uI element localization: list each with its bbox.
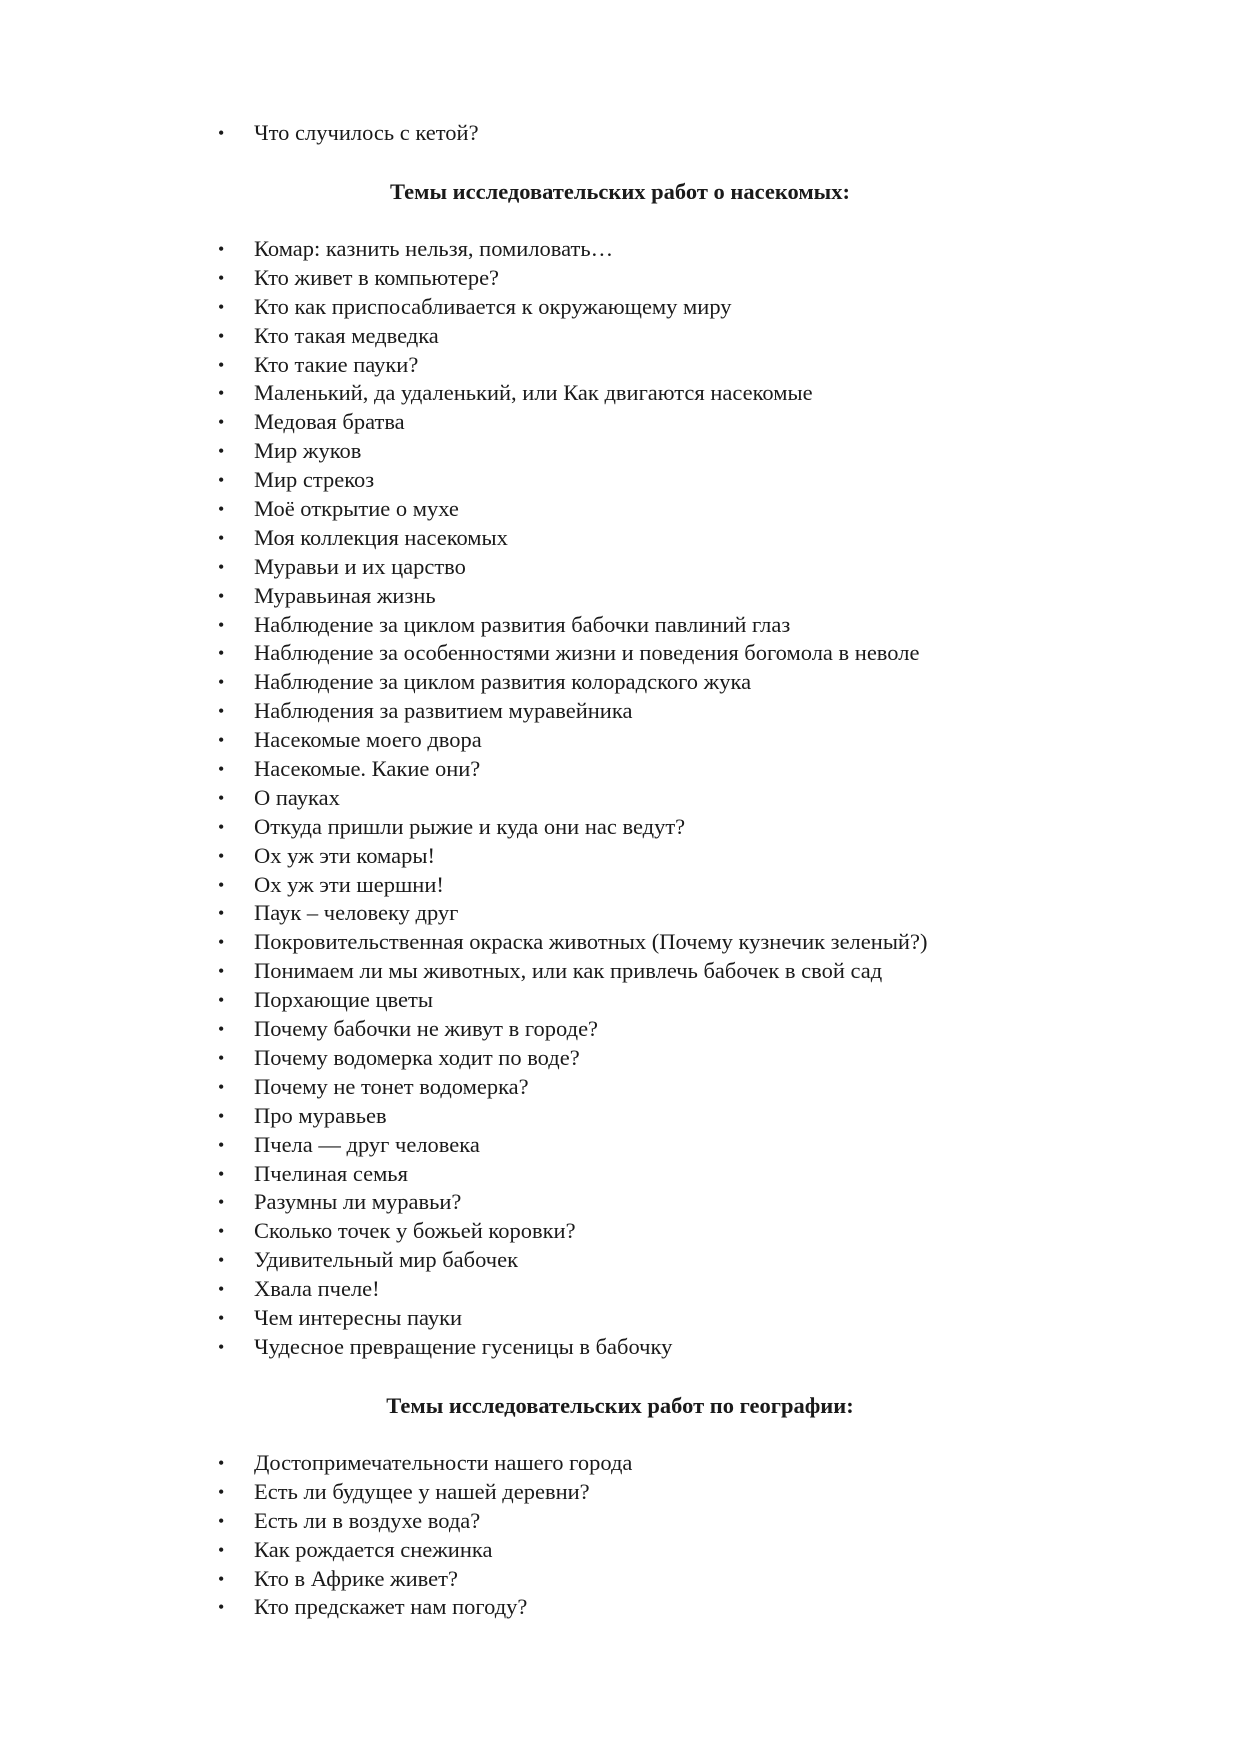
bullet-icon: •: [218, 527, 225, 548]
topic-text: Понимаем ли мы животных, или как привлечь бабочек в свой сад: [254, 958, 883, 984]
list-item: [0, 524, 1240, 553]
bullet-icon: •: [218, 874, 225, 895]
list-item: [0, 553, 1240, 582]
list-item: [0, 1044, 1240, 1073]
list-item: [0, 611, 1240, 640]
topic-text: Маленький, да удаленький, или Как двигаются насекомые: [254, 380, 813, 406]
list-item: [0, 668, 1240, 697]
bullet-icon: •: [218, 1453, 225, 1473]
list-item: [0, 1593, 1240, 1622]
bullet-icon: •: [218, 1250, 225, 1271]
topic-text: Пчела — друг человека: [254, 1131, 480, 1157]
bullet-icon: •: [218, 1510, 225, 1531]
list-item: [0, 871, 1240, 900]
bullet-icon: •: [218, 672, 225, 693]
bullet-icon: •: [218, 296, 225, 317]
topic-text: Достопримечательности нашего города: [254, 1450, 633, 1475]
topic-text: Откуда пришли рыжие и куда они нас ведут?: [254, 813, 686, 839]
list-item: [0, 755, 1240, 784]
topic-text: О пауках: [254, 784, 340, 810]
topic-text: Паук – человеку друг: [254, 900, 459, 926]
bullet-icon: •: [218, 1192, 225, 1213]
topic-text: Есть ли будущее у нашей деревни?: [254, 1478, 590, 1504]
bullet-icon: •: [218, 585, 225, 606]
list-item: [0, 726, 1240, 755]
topic-text: Мир стрекоз: [254, 467, 375, 493]
bullet-icon: •: [218, 643, 225, 664]
topic-text: Насекомые моего двора: [254, 727, 482, 753]
topic-text: Кто в Африке живет?: [254, 1565, 458, 1591]
bullet-icon: •: [218, 412, 225, 433]
list-item: [0, 813, 1240, 842]
list-item: [0, 1188, 1240, 1217]
list-item: [0, 293, 1240, 322]
list-item: [0, 322, 1240, 351]
bullet-icon: •: [218, 499, 225, 520]
topic-text: Муравьи и их царство: [254, 553, 466, 579]
bullet-icon: •: [218, 1047, 225, 1068]
bullet-icon: •: [218, 1481, 225, 1502]
bullet-icon: •: [218, 1279, 225, 1300]
topic-text: Моя коллекция насекомых: [254, 524, 508, 550]
topic-text: Кто как приспосабливается к окружающему миру: [254, 293, 732, 319]
topic-text: Разумны ли муравьи?: [254, 1189, 462, 1215]
list-item: [0, 697, 1240, 726]
topic-text: Кто живет в компьютере?: [254, 264, 500, 290]
topic-text: Сколько точек у божьей коровки?: [254, 1218, 576, 1244]
bullet-icon: •: [218, 1336, 225, 1357]
list-item: [0, 408, 1240, 437]
topic-text: Почему водомерка ходит по воде?: [254, 1044, 580, 1070]
list-item: [0, 639, 1240, 668]
list-item: [0, 1217, 1240, 1246]
topic-text: Почему не тонет водомерка?: [254, 1073, 529, 1099]
list-item: [0, 986, 1240, 1015]
topic-text: Комар: казнить нельзя, помиловать…: [254, 236, 614, 261]
topic-text: Муравьиная жизнь: [254, 582, 436, 608]
list-item: [0, 1015, 1240, 1044]
list-item: [0, 1073, 1240, 1102]
list-item: [0, 1102, 1240, 1131]
insects-topic-list: [0, 235, 1240, 1362]
list-item: [0, 1565, 1240, 1594]
bullet-icon: •: [218, 990, 225, 1011]
topic-text: Моё открытие о мухе: [254, 496, 459, 522]
bullet-icon: •: [218, 325, 225, 346]
bullet-icon: •: [218, 441, 225, 462]
bullet-icon: •: [218, 759, 225, 780]
bullet-icon: •: [218, 1597, 225, 1618]
bullet-icon: •: [218, 1134, 225, 1155]
topic-text: Хвала пчеле!: [254, 1276, 380, 1302]
bullet-icon: •: [218, 614, 225, 635]
topic-text: Как рождается снежинка: [254, 1536, 493, 1562]
bullet-icon: •: [218, 1105, 225, 1126]
list-item: [0, 1160, 1240, 1189]
list-item: [0, 379, 1240, 408]
bullet-icon: •: [218, 354, 225, 375]
list-item: [0, 1246, 1240, 1275]
bullet-icon: •: [218, 845, 225, 866]
bullet-icon: •: [218, 1539, 225, 1560]
list-item: [0, 1449, 1240, 1478]
list-item: [0, 1333, 1240, 1362]
list-item: [0, 1275, 1240, 1304]
list-item: [0, 899, 1240, 928]
intro-topic-list: [0, 119, 1240, 148]
geography-topic-list: [0, 1449, 1240, 1622]
topic-text: Медовая братва: [254, 409, 405, 435]
list-item: [0, 437, 1240, 466]
insects-section-heading: Темы исследовательских работ о насекомых:: [390, 179, 850, 204]
topic-text: Ох уж эти шершни!: [254, 871, 444, 897]
bullet-icon: •: [218, 932, 225, 953]
bullet-icon: •: [218, 1076, 225, 1097]
bullet-icon: •: [218, 1221, 225, 1242]
list-item: [0, 235, 1240, 264]
bullet-icon: •: [218, 1568, 225, 1589]
list-item: [0, 1131, 1240, 1160]
bullet-icon: •: [218, 556, 225, 577]
topic-text: Пчелиная семья: [254, 1160, 408, 1186]
list-item: [0, 1507, 1240, 1536]
bullet-icon: •: [218, 267, 225, 288]
bullet-icon: •: [218, 730, 225, 751]
bullet-icon: •: [218, 1307, 225, 1328]
bullet-icon: •: [218, 383, 225, 404]
topic-text: Есть ли в воздухе вода?: [254, 1507, 481, 1533]
bullet-icon: •: [218, 961, 225, 982]
topic-text: Чем интересны пауки: [254, 1304, 463, 1330]
list-item: [0, 466, 1240, 495]
topic-text: Кто такая медведка: [254, 322, 439, 348]
list-item: [0, 351, 1240, 380]
bullet-icon: •: [218, 470, 225, 491]
topic-text: Чудесное превращение гусеницы в бабочку: [254, 1333, 673, 1359]
topic-text: Порхающие цветы: [254, 987, 433, 1013]
topic-text: Почему бабочки не живут в городе?: [254, 1016, 599, 1042]
topic-text: Кто такие пауки?: [254, 351, 419, 377]
bullet-icon: •: [218, 1163, 225, 1184]
list-item: [0, 928, 1240, 957]
topic-text: Наблюдение за циклом развития колорадского жука: [254, 669, 752, 695]
topic-text: Наблюдение за особенностями жизни и поведения богомола в неволе: [254, 640, 920, 666]
topic-text: Наблюдения за развитием муравейника: [254, 698, 633, 724]
topic-text: Насекомые. Какие они?: [254, 756, 481, 782]
topic-text: Наблюдение за циклом развития бабочки павлиний глаз: [254, 611, 791, 637]
topic-text: Про муравьев: [254, 1102, 387, 1128]
list-item: [0, 495, 1240, 524]
topic-text: Ох уж эти комары!: [254, 842, 435, 868]
list-item: [0, 842, 1240, 871]
bullet-icon: •: [218, 123, 225, 143]
list-item: [0, 264, 1240, 293]
bullet-icon: •: [218, 701, 225, 722]
list-item: [0, 119, 1240, 148]
geography-section-heading: Темы исследовательских работ по географии:: [386, 1393, 854, 1418]
bullet-icon: •: [218, 239, 225, 259]
list-item: [0, 582, 1240, 611]
list-item: [0, 1536, 1240, 1565]
topic-text: Покровительственная окраска животных (Почему кузнечик зеленый?): [254, 929, 928, 955]
list-item: [0, 957, 1240, 986]
list-item: [0, 784, 1240, 813]
topic-text: Мир жуков: [254, 438, 362, 464]
bullet-icon: •: [218, 1019, 225, 1040]
bullet-icon: •: [218, 903, 225, 924]
bullet-icon: •: [218, 816, 225, 837]
topic-text: Удивительный мир бабочек: [254, 1247, 519, 1273]
topic-text: Кто предскажет нам погоду?: [254, 1594, 528, 1620]
list-item: [0, 1478, 1240, 1507]
topic-text: Что случилось с кетой?: [254, 120, 479, 145]
list-item: [0, 1304, 1240, 1333]
bullet-icon: •: [218, 787, 225, 808]
